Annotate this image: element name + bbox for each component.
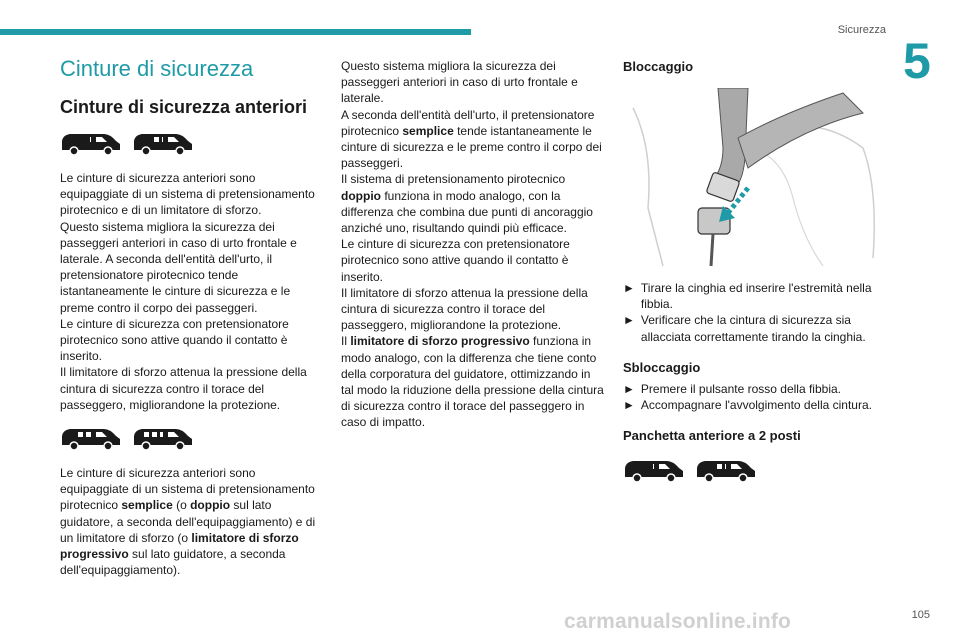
paragraph: Le cinture di sicurezza con pretensionatore pirotecnico sono attive quando il contatto è inserito. — [341, 237, 570, 284]
van-icon — [60, 132, 122, 156]
page-number: 105 — [911, 609, 930, 621]
header-accent-bar — [0, 29, 471, 35]
bullet-arrow-icon: ► — [623, 398, 635, 413]
heading-front-bench: Panchetta anteriore a 2 posti — [623, 428, 801, 444]
column-2 — [341, 58, 605, 431]
paragraph: Questo sistema migliora la sicurezza dei passeggeri anteriori in caso di urto frontale e laterale. — [341, 59, 578, 106]
van-with-rear-seats-icon — [695, 459, 757, 483]
bullet-arrow-icon: ► — [623, 313, 635, 328]
seatbelt-buckle-illustration — [623, 88, 885, 266]
vehicle-icons-row — [623, 459, 889, 483]
paragraph: Il sistema di pretensionamento pirotecnico doppio funziona in modo analogo, con la differenza che combina due punti di ancoraggio anziché uno, risultando quindi più efficace. — [341, 172, 593, 236]
instruction-item: ► Premere il pulsante rosso della fibbia. — [623, 381, 841, 396]
van-icon — [623, 459, 685, 483]
paragraph: Questo sistema migliora la sicurezza dei passeggeri anteriori in caso di urto frontale e laterale. A seconda dell'entità dell'urto, il pretensionatore pirotecnico tende istantaneamente le cinture di sicurezza e le preme contro il corpo dei passeggeri. — [60, 219, 297, 315]
section-heading: Cinture di sicurezza anteriori — [60, 97, 308, 117]
instruction-item: ► Tirare la cinghia ed inserire l'estremità nella fibbia. — [623, 281, 872, 312]
van-with-rear-seats-icon — [132, 132, 194, 156]
heading-locking: Bloccaggio — [623, 59, 694, 74]
paragraph: Il limitatore di sforzo attenua la pressione della cintura di sicurezza contro il torace del passeggero, migliorandone la protezione. — [341, 285, 588, 333]
chapter-number: 5 — [903, 33, 931, 89]
vehicle-icons-row — [60, 427, 322, 451]
paragraph: Le cinture di sicurezza anteriori sono equipaggiate di un sistema di pretensionamento pirotecnico e di un limitatore di sforzo. — [60, 171, 315, 218]
paragraph: Il limitatore di sforzo progressivo funziona in modo analogo, con la differenza che tiene conto della corporatura del guidatore, ottimizzando in tal modo la riduzione della pressione della cintura di sicurezza contro il torace del passeggero in caso di impatto. — [341, 334, 604, 430]
paragraph: Il limitatore di sforzo attenua la pressione della cintura di sicurezza contro il torace del passeggero, migliorandone la protezione. — [60, 365, 307, 412]
bullet-arrow-icon: ► — [623, 281, 635, 295]
van-long-icon — [60, 427, 122, 451]
watermark: carmanualsonline.info — [564, 610, 792, 633]
heading-unlocking: Sbloccaggio — [623, 359, 701, 375]
column-3 — [623, 58, 889, 497]
page-title: Cinture di sicurezza — [60, 56, 254, 81]
bullet-arrow-icon: ► — [623, 381, 635, 396]
instruction-item: ► Verificare che la cintura di sicurezza sia allacciata correttamente tirando la cinghia. — [623, 313, 866, 344]
paragraph: Le cinture di sicurezza con pretensionatore pirotecnico sono attive quando il contatto è inserito. — [60, 316, 289, 364]
van-long-with-rear-seats-icon — [132, 427, 194, 451]
vehicle-icons-row — [60, 132, 322, 156]
section-title: Sicurezza — [837, 24, 886, 36]
paragraph: A seconda dell'entità dell'urto, il pretensionatore pirotecnico semplice tende istantaneamente le cinture di sicurezza e le preme contro il corpo dei passeggeri. — [341, 107, 602, 171]
column-1 — [60, 56, 322, 578]
paragraph: Le cinture di sicurezza anteriori sono equipaggiate di un sistema di pretensionamento pirotecnico semplice (o doppio sul lato guidatore, a seconda dell'equipaggiamento) e di un limitatore di sforzo (o limitatore di sforzo progressivo sul lato guidatore, a seconda dell'equipaggiamento). — [60, 466, 316, 578]
instruction-item: ► Accompagnare l'avvolgimento della cintura. — [623, 398, 872, 413]
